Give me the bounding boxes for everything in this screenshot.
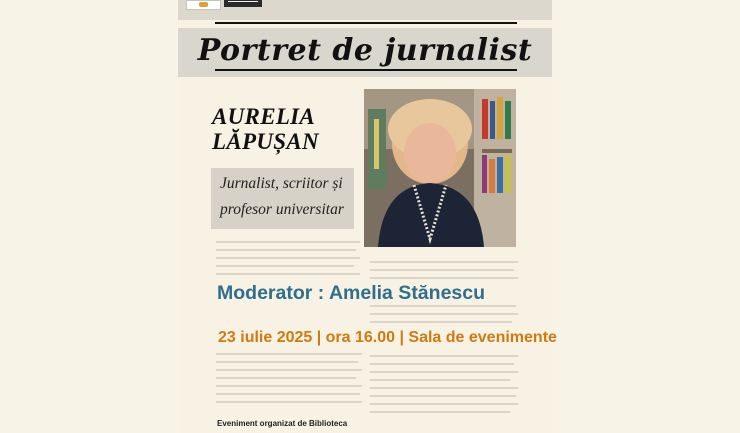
background-newsprint-bottom [216,350,362,412]
newsprint-lines [216,350,362,412]
moderator-line: Moderator : Amelia Stănescu [217,282,486,304]
guest-portrait-photo [364,89,516,247]
guest-last-name: LĂPUȘAN [212,129,319,154]
title-rule-bottom [215,69,517,71]
organizer-note: Eveniment organizat de Biblioteca [217,419,348,428]
guest-role: Jurnalist, scriitor și profesor universitar [220,175,344,218]
title-rule-top [215,22,517,24]
poster-title: Portret de jurnalist [197,33,533,68]
newsprint-lines [216,238,360,278]
portrait-illustration [364,89,516,247]
guest-name [212,104,319,154]
background-newsprint-left [216,238,360,278]
partner-logo-icon [224,0,262,7]
library-logo-icon [186,0,221,10]
guest-first-name: AURELIA [212,104,316,129]
event-details: 23 iulie 2025 | ora 16.00 | Sala de evenimente [218,329,557,346]
